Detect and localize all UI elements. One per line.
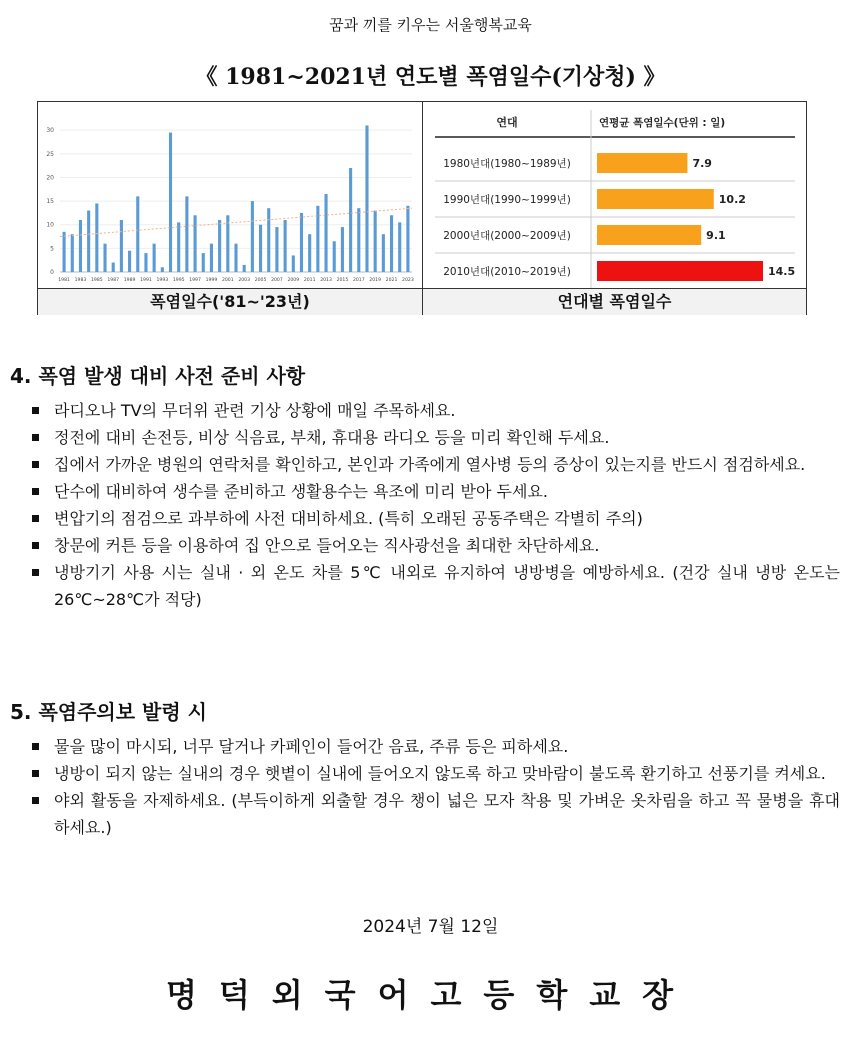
x-tick-label: 1985 xyxy=(90,278,103,283)
x-tick-label: 1987 xyxy=(107,278,120,283)
x-tick-label: 2011 xyxy=(303,278,316,283)
list-item: 냉방이 되지 않는 실내의 경우 햇볕이 실내에 들어오지 않도록 하고 맞바람이 불도록 환기하고 선풍기를 켜세요. xyxy=(30,760,840,787)
bar-1986 xyxy=(103,244,106,272)
bar-1999 xyxy=(210,244,213,272)
list-item: 정전에 대비 손전등, 비상 식음료, 부채, 휴대용 라디오 등을 미리 확인해 두세요. xyxy=(30,424,840,451)
list-item: 집에서 가까운 병원의 연락처를 확인하고, 본인과 가족에게 열사병 등의 증상이 있는지를 반드시 점검하세요. xyxy=(30,451,840,478)
x-tick-label: 2021 xyxy=(385,278,398,283)
section-title-preparation: 4. 폭염 발생 대비 사전 준비 사항 xyxy=(10,364,306,388)
principal-signature: 명덕외국어고등학교장 xyxy=(165,976,696,1014)
bar-2021 xyxy=(390,215,393,272)
y-tick-label: 5 xyxy=(50,245,54,253)
y-tick-label: 30 xyxy=(46,127,54,135)
x-tick-label: 2005 xyxy=(254,278,267,283)
y-tick-label: 15 xyxy=(46,198,54,206)
decade-header: 연대 xyxy=(496,116,518,129)
decade-value-label: 10.2 xyxy=(718,193,746,206)
bar-2013 xyxy=(324,194,327,272)
bar-2001 xyxy=(226,215,229,272)
x-tick-label: 1991 xyxy=(140,278,152,283)
figure-caption-row xyxy=(38,288,806,315)
decade-value-label: 14.5 xyxy=(768,265,796,278)
decade-value-label: 9.1 xyxy=(706,229,726,242)
advisory-list xyxy=(30,733,840,841)
bar-2023 xyxy=(406,206,409,272)
annual-chart-caption: 폭염일수('81~'23년) xyxy=(38,289,423,315)
y-tick-label: 25 xyxy=(46,150,54,158)
bar-2008 xyxy=(284,220,287,272)
x-tick-label: 2013 xyxy=(320,278,332,283)
annual-chart-cell xyxy=(38,102,423,288)
bar-2002 xyxy=(234,244,237,272)
school-slogan: 꿈과 끼를 키우는 서울행복교육 xyxy=(329,16,532,34)
x-tick-label: 1981 xyxy=(58,278,70,283)
x-tick-label: 1983 xyxy=(74,278,87,283)
bar-2011 xyxy=(308,234,311,272)
x-tick-label: 2023 xyxy=(402,278,414,283)
value-header: 연평균 폭염일수(단위 : 일) xyxy=(599,117,726,129)
decade-bar xyxy=(597,153,687,173)
bar-2007 xyxy=(275,227,278,272)
bar-2017 xyxy=(357,208,360,272)
decade-label: 1980년대(1980~1989년) xyxy=(443,158,571,170)
bar-1981 xyxy=(63,232,66,272)
bar-2014 xyxy=(333,241,336,272)
bar-2003 xyxy=(243,265,246,272)
x-tick-label: 1989 xyxy=(123,278,136,283)
list-item: 창문에 커튼 등을 이용하여 집 안으로 들어오는 직사광선을 최대한 차단하세요. xyxy=(30,532,840,559)
bar-1997 xyxy=(194,215,197,272)
decade-label: 2000년대(2000~2009년) xyxy=(443,230,571,242)
bar-2015 xyxy=(341,227,344,272)
bar-2020 xyxy=(382,234,385,272)
list-item: 변압기의 점검으로 과부하에 사전 대비하세요. (특히 오래된 공동주택은 각별히 주의) xyxy=(30,505,840,532)
bar-1996 xyxy=(185,196,188,272)
preparation-list xyxy=(30,397,840,613)
bar-1993 xyxy=(161,267,164,272)
bar-2006 xyxy=(267,208,270,272)
x-tick-label: 2015 xyxy=(336,278,349,283)
x-tick-label: 2017 xyxy=(352,278,365,283)
bar-1995 xyxy=(177,222,180,272)
decade-chart-caption: 연대별 폭염일수 xyxy=(557,292,672,311)
annual-heatwave-chart xyxy=(38,102,422,288)
section-title-advisory: 5. 폭염주의보 발령 시 xyxy=(10,700,207,724)
x-tick-label: 1995 xyxy=(172,278,185,283)
document-title: 《 1981~2021년 연도별 폭염일수(기상청) 》 xyxy=(195,64,666,90)
x-tick-label: 2001 xyxy=(221,278,234,283)
x-tick-label: 2003 xyxy=(238,278,251,283)
list-item: 라디오나 TV의 무더위 관련 기상 상황에 매일 주목하세요. xyxy=(30,397,840,424)
list-item: 단수에 대비하여 생수를 준비하고 생활용수는 욕조에 미리 받아 두세요. xyxy=(30,478,840,505)
decade-value-label: 7.9 xyxy=(692,157,712,170)
bar-1990 xyxy=(136,196,139,272)
x-tick-label: 1993 xyxy=(156,278,169,283)
bar-2009 xyxy=(292,255,295,272)
bar-1991 xyxy=(144,253,147,272)
y-tick-label: 0 xyxy=(50,269,54,276)
decade-label: 2010년대(2010~2019년) xyxy=(443,266,571,278)
decade-bar xyxy=(597,189,714,209)
bar-2005 xyxy=(259,225,262,272)
document-date: 2024년 7월 12일 xyxy=(362,917,499,937)
bar-1992 xyxy=(153,244,156,272)
decade-chart-cell xyxy=(423,102,806,288)
x-tick-label: 1999 xyxy=(205,278,218,283)
y-tick-label: 10 xyxy=(46,221,54,229)
decade-heatwave-chart xyxy=(423,102,806,288)
bar-2000 xyxy=(218,220,221,272)
bar-1998 xyxy=(202,253,205,272)
x-tick-label: 2009 xyxy=(287,278,300,283)
list-item: 야외 활동을 자제하세요. (부득이하게 외출할 경우 챙이 넓은 모자 착용 및 가벼운 옷차림을 하고 꼭 물병을 휴대하세요.) xyxy=(30,787,840,841)
bar-2019 xyxy=(374,211,377,272)
bar-1988 xyxy=(120,220,123,272)
figure-table xyxy=(37,101,807,315)
bar-2004 xyxy=(251,201,254,272)
bar-1984 xyxy=(87,211,90,272)
bar-2018 xyxy=(365,125,368,272)
y-tick-label: 20 xyxy=(46,174,54,182)
list-item: 냉방기기 사용 시는 실내 · 외 온도 차를 5℃ 내외로 유지하여 냉방병을 예방하세요. (건강 실내 냉방 온도는 26℃~28℃가 적당) xyxy=(30,559,840,613)
list-item: 물을 많이 마시되, 너무 달거나 카페인이 들어간 음료, 주류 등은 피하세요. xyxy=(30,733,840,760)
bar-1983 xyxy=(79,220,82,272)
decade-bar xyxy=(597,261,763,281)
bar-1987 xyxy=(112,263,115,272)
bar-1982 xyxy=(71,234,74,272)
bar-2010 xyxy=(300,213,303,272)
decade-label: 1990년대(1990~1999년) xyxy=(443,194,571,206)
x-tick-label: 1997 xyxy=(189,278,201,283)
x-tick-label: 2007 xyxy=(271,278,283,283)
bar-1989 xyxy=(128,251,131,272)
bar-1994 xyxy=(169,133,172,272)
x-tick-label: 2019 xyxy=(369,278,382,283)
bar-2016 xyxy=(349,168,352,272)
bar-1985 xyxy=(95,203,98,272)
bar-2022 xyxy=(398,222,401,272)
decade-bar xyxy=(597,225,701,245)
